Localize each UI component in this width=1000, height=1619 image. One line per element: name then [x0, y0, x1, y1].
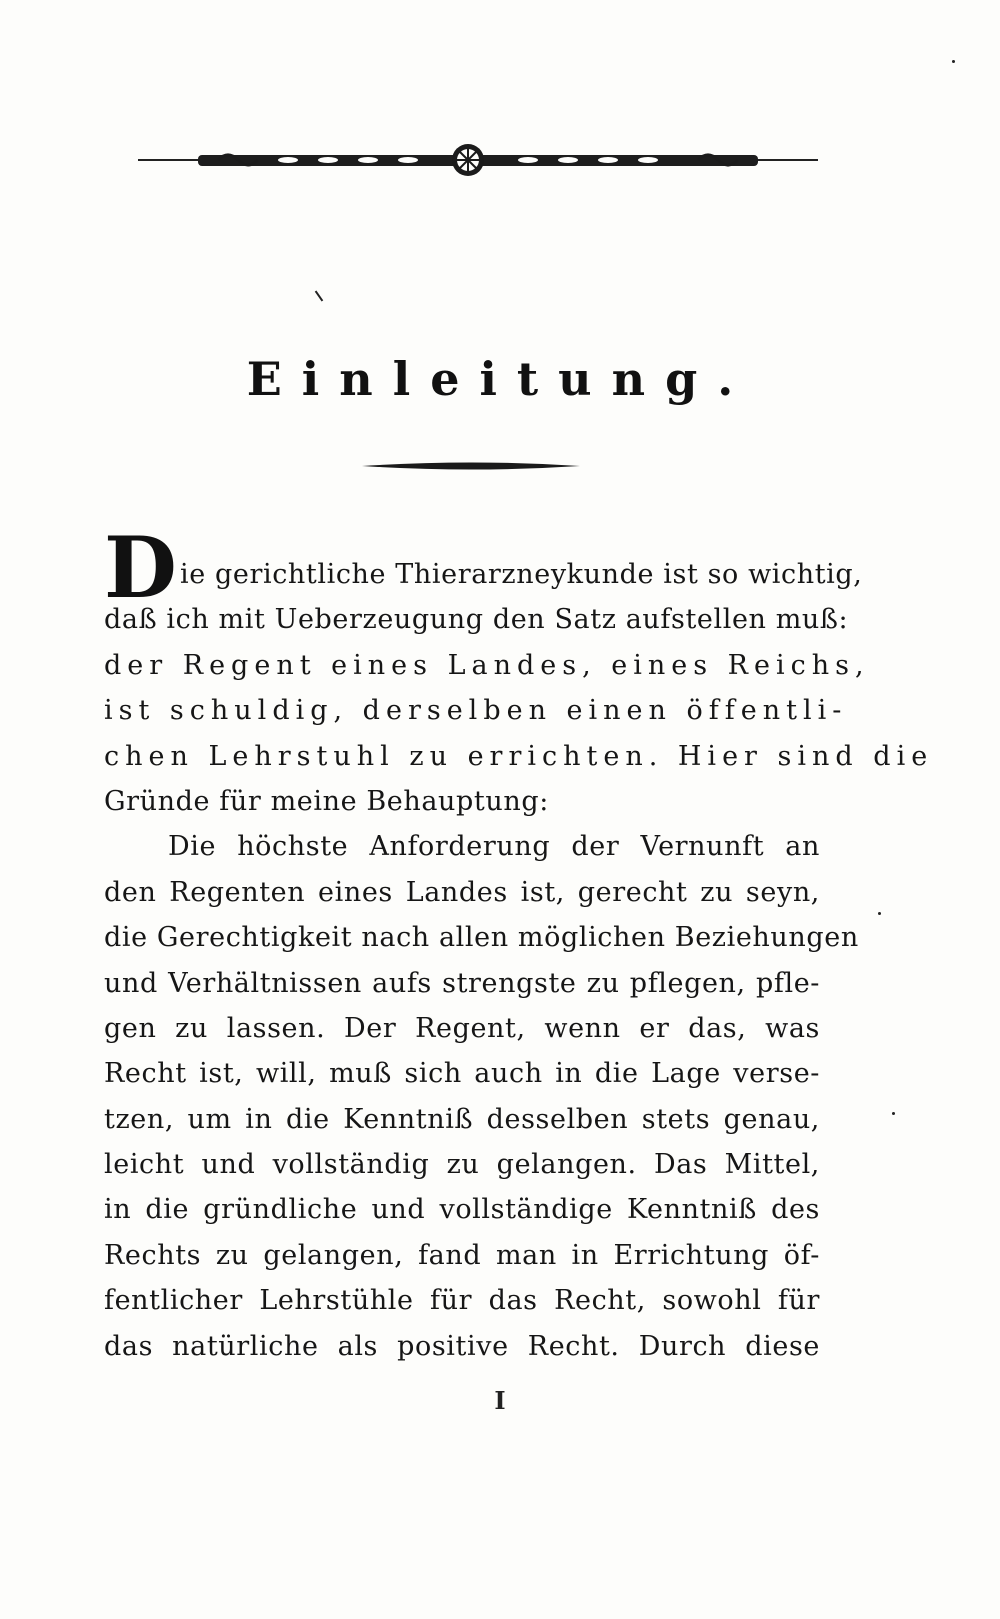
page-number: I — [494, 1386, 506, 1415]
text-line: Die höchste Anforderung der Vernunft an — [168, 831, 820, 863]
text-line: die Gerechtigkeit nach allen möglichen Beziehungen — [104, 922, 859, 954]
text-line: Recht ist, will, muß sich auch in die Lage verse- — [104, 1058, 820, 1090]
text-line: gen zu lassen. Der Regent, wenn er das, was — [104, 1012, 820, 1044]
text-line: ie gerichtliche Thierarzneykunde ist so wichtig, — [180, 559, 863, 590]
stray-mark — [315, 291, 324, 302]
text-line: ist schuldig, derselben einen öffentli- — [104, 695, 848, 727]
stray-mark — [878, 912, 881, 915]
text-line: Gründe für meine Behauptung: — [104, 785, 549, 817]
stray-mark — [892, 1112, 895, 1115]
heading-underline-rule-icon — [362, 458, 580, 474]
first-line-with-dropcap — [104, 518, 863, 617]
body-text — [104, 518, 934, 1369]
chapter-heading: Einleitung. — [246, 352, 754, 406]
text-line: Rechts zu gelangen, fand man in Errichtung öf- — [104, 1239, 820, 1271]
text-line: den Regenten eines Landes ist, gerecht zu seyn, — [104, 876, 820, 908]
text-line: und Verhältnissen aufs strengste zu pflegen, pfle- — [104, 967, 820, 999]
text-line: chen Lehrstuhl zu errichten. Hier sind die — [104, 740, 934, 772]
text-line: in die gründliche und vollständige Kenntniß des — [104, 1194, 820, 1226]
text-line: tzen, um in die Kenntniß desselben stets genau, — [104, 1103, 820, 1135]
text-line: der Regent eines Landes, eines Reichs, — [104, 649, 870, 681]
text-line: daß ich mit Ueberzeugung den Satz aufstellen muß: — [104, 604, 849, 636]
decorative-rule-ornament-icon — [138, 140, 818, 190]
text-line: leicht und vollständig zu gelangen. Das Mittel, — [104, 1149, 820, 1181]
drop-cap: D — [104, 518, 178, 617]
text-line: das natürliche als positive Recht. Durch diese — [104, 1330, 820, 1362]
text-line: fentlicher Lehrstühle für das Recht, sowohl für — [104, 1285, 820, 1317]
stray-mark — [952, 60, 955, 63]
